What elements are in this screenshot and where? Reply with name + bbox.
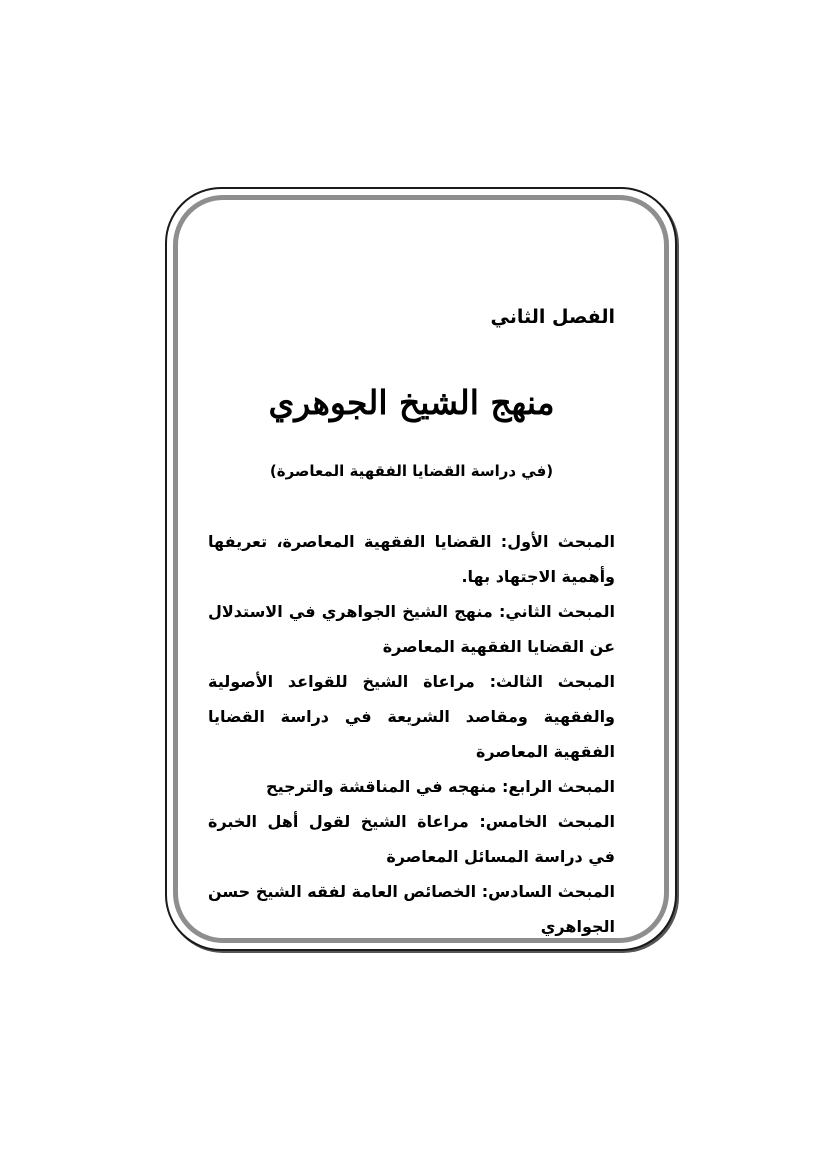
section-item-1: المبحث الأول: القضايا الفقهية المعاصرة، تعريفها وأهمية الاجتهاد بها.	[208, 532, 615, 586]
section-item-5: المبحث الخامس: مراعاة الشيخ لقول أهل الخبرة في دراسة المسائل المعاصرة	[208, 812, 615, 866]
chapter-label: الفصل الثاني	[490, 306, 615, 328]
section-item-4: المبحث الرابع: منهجه في المناقشة والترجيح	[266, 777, 615, 796]
section-item-6: المبحث السادس: الخصائص العامة لفقه الشيخ حسن الجواهري	[208, 882, 615, 936]
section-item-3: المبحث الثالث: مراعاة الشيخ للقواعد الأصولية والفقهية ومقاصد الشريعة في دراسة القضايا الفقهية المعاصرة	[208, 672, 615, 761]
chapter-subtitle: (في دراسة القضايا الفقهية المعاصرة)	[269, 462, 554, 480]
chapter-title: منهج الشيخ الجوهري	[268, 383, 555, 422]
section-item-2: المبحث الثاني: منهج الشيخ الجواهري في الاستدلال عن القضايا الفقهية المعاصرة	[208, 602, 615, 656]
sections-list	[208, 524, 615, 944]
